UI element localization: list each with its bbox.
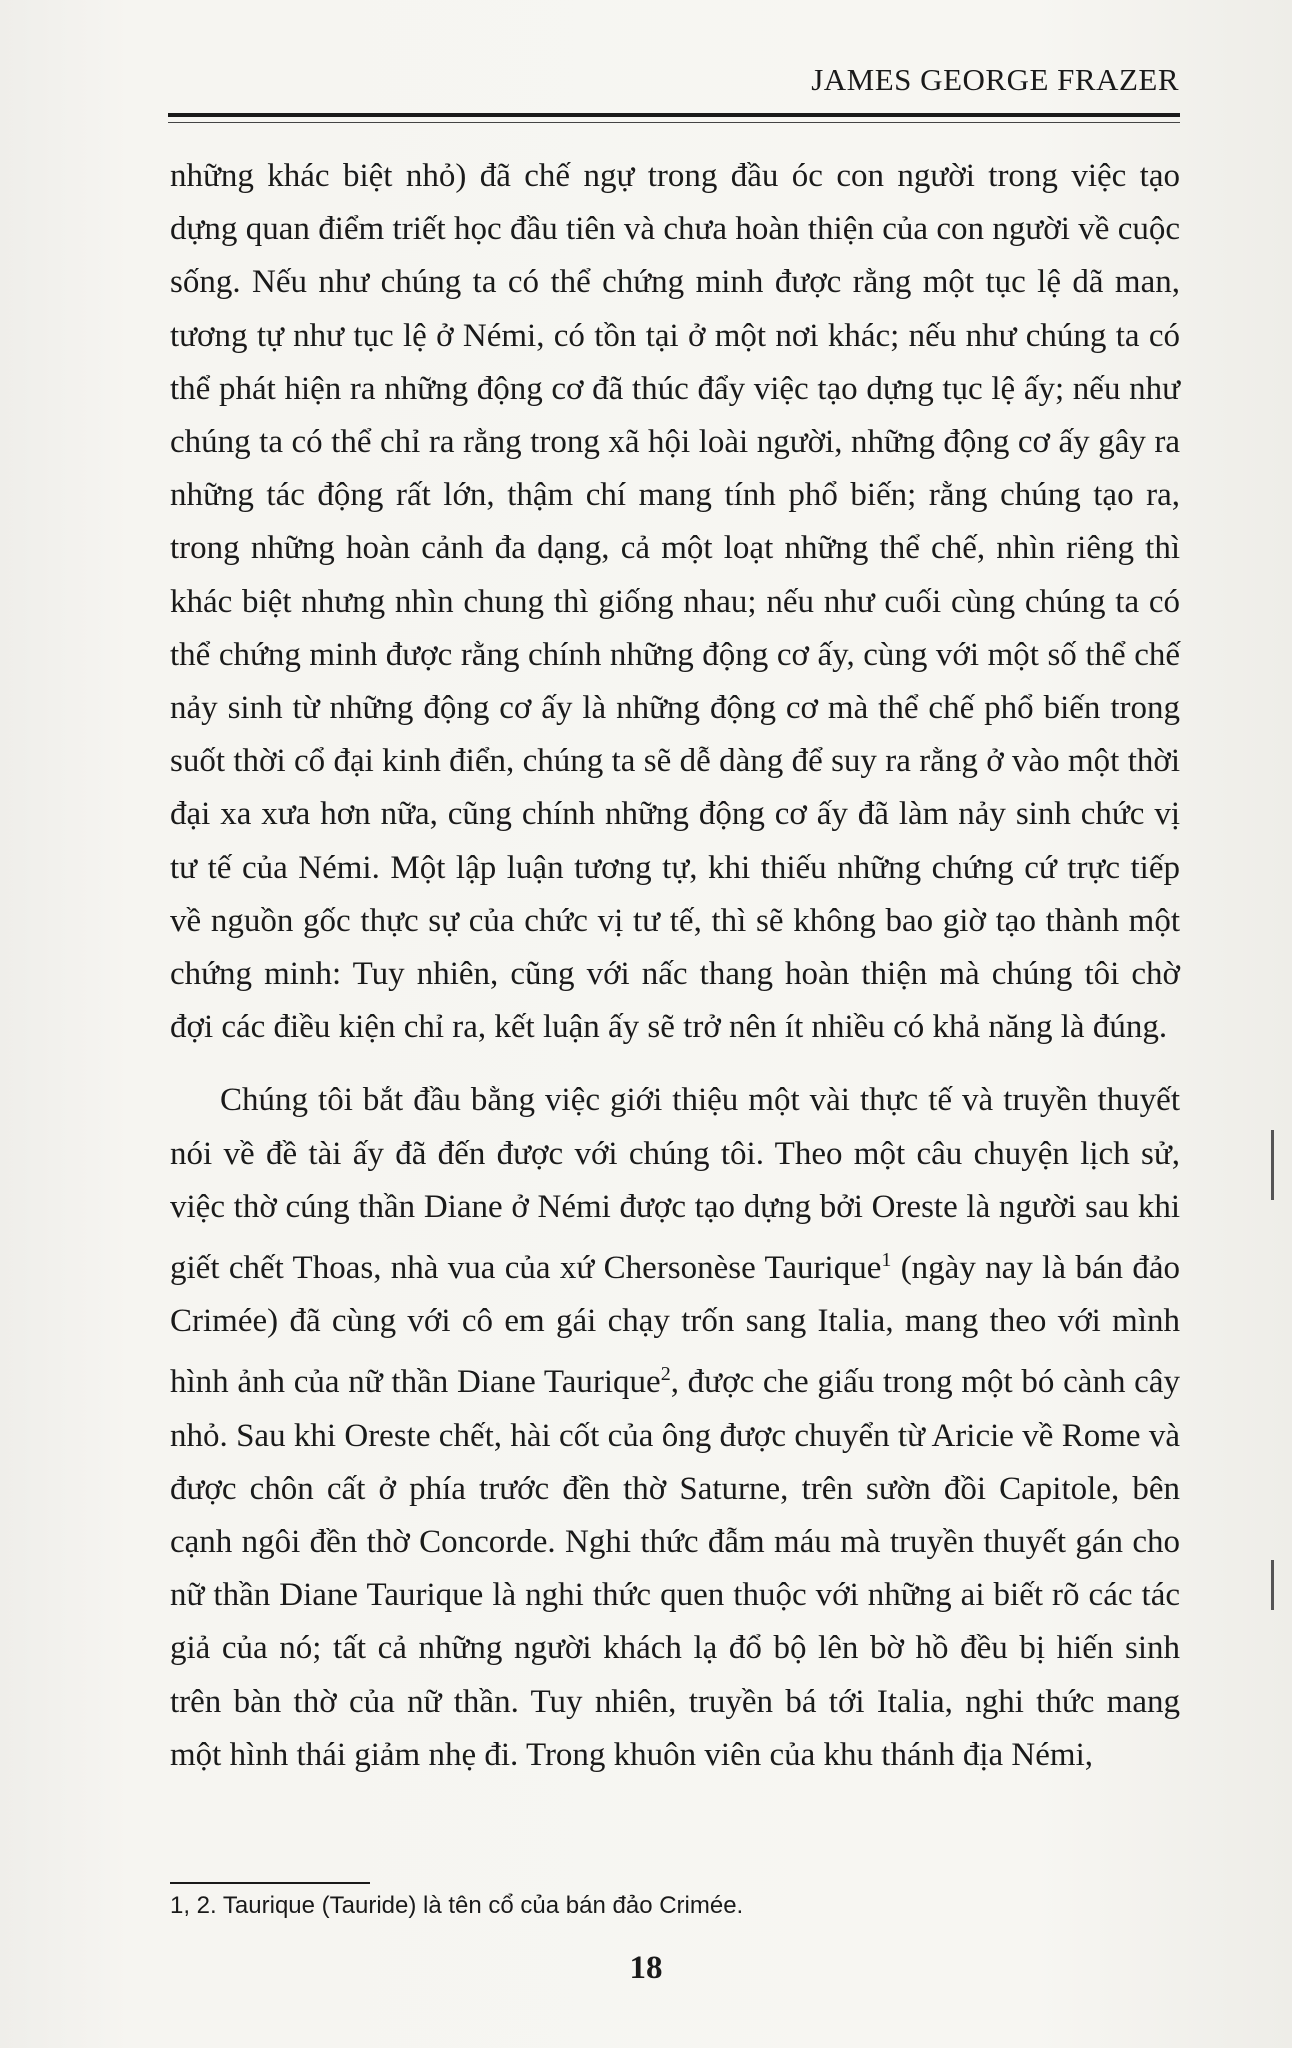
paragraph-1: những khác biệt nhỏ) đã chế ngự trong đầu óc con người trong việc tạo dựng quan điểm triết học đầu tiên và chưa hoàn thiện của con người về cuộc sống. Nếu như chúng ta có thể chứng minh được rằng một tục lệ dã man, tương tự như tục lệ ở Némi, có tồn tại ở một nơi khác; nếu như chúng ta có thể phát hiện ra những động cơ đã thúc đẩy việc tạo dựng tục lệ ấy; nếu như chúng ta có thể chỉ ra rằng trong xã hội loài người, những động cơ ấy gây ra những tác động rất lớn, thậm chí mang tính phổ biến; rằng chúng tạo ra, trong những hoàn cảnh đa dạng, cả một loạt những thể chế, nhìn riêng thì khác biệt nhưng nhìn chung thì giống nhau; nếu như cuối cùng chúng ta có thể chứng minh được rằng chính những động cơ ấy, cùng với một số thể chế nảy sinh từ những động cơ ấy là những động cơ mà thể chế phổ biến trong suốt thời cổ đại kinh điển, chúng ta sẽ dễ dàng để suy ra rằng ở vào một thời đại xa xưa hơn nữa, cũng chính những động cơ ấy đã làm nảy sinh chức vị tư tế của Némi. Một lập luận tương tự, khi thiếu những chứng cứ trực tiếp về nguồn gốc thực sự của chức vị tư tế, thì sẽ không bao giờ tạo thành một chứng minh: Tuy nhiên, cũng với nấc thang hoàn thiện mà chúng tôi chờ đợi các điều kiện chỉ ra, kết luận ấy sẽ trở nên ít nhiều có khả năng là đúng. — [170, 158, 1180, 1046]
paragraph-2 — [170, 1074, 1180, 1782]
footnote-rule — [170, 1882, 370, 1884]
footnote-ref-1: 1 — [881, 1249, 892, 1272]
header-rule-thin — [168, 122, 1180, 123]
paragraph-2-part-b: (ngày nay là bán đảo Crimée) đã cùng với cô em gái chạy trốn sang Italia, mang theo với mình hình ảnh của nữ thần Diane Taurique — [170, 1250, 1180, 1401]
paragraph-2-part-c: , được che giấu trong một bó cành cây nhỏ. Sau khi Oreste chết, hài cốt của ông được chuyển từ Aricie về Rome và được chôn cất ở phía trước đền thờ Saturne, trên sườn đồi Capitole, bên cạnh ngôi đền thờ Concorde. Nghi thức đẫm máu mà truyền thuyết gán cho nữ thần Diane Taurique là nghi thức quen thuộc với những ai biết rõ các tác giả của nó; tất cả những người khách lạ đổ bộ lên bờ hồ đều bị hiến sinh trên bàn thờ của nữ thần. Tuy nhiên, truyền bá tới Italia, nghi thức mang một hình thái giảm nhẹ đi. Trong khuôn viên của khu thánh địa Némi, — [170, 1364, 1180, 1773]
page-edge-mark — [1271, 1130, 1274, 1200]
page-number: 18 — [629, 1950, 663, 1986]
paragraph-2-part-a: Chúng tôi bắt đầu bằng việc giới thiệu một vài thực tế và truyền thuyết nói về đề tài ấy đã đến được với chúng tôi. Theo một câu chuyện lịch sử, việc thờ cúng thần Diane ở Némi được tạo dựng bởi Oreste là người sau khi giết chết Thoas, nhà vua của xứ Chersonèse Taurique — [170, 1082, 1180, 1287]
page-edge-mark — [1271, 1560, 1274, 1610]
body-text — [170, 150, 1180, 1782]
running-header: JAMES GEORGE FRAZER — [811, 62, 1179, 97]
header-rule — [168, 113, 1180, 117]
footnote-ref-2: 2 — [660, 1363, 671, 1386]
footnote: 1, 2. Taurique (Tauride) là tên cổ của bán đảo Crimée. — [170, 1892, 744, 1919]
